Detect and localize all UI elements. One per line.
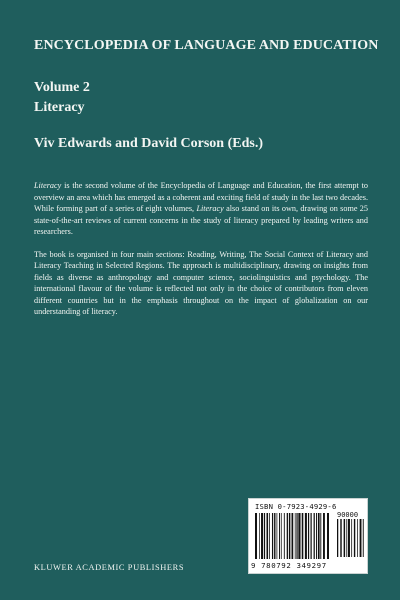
barcode-bar xyxy=(314,513,315,559)
barcode-bar xyxy=(346,519,347,557)
series-title: ENCYCLOPEDIA OF LANGUAGE AND EDUCATION xyxy=(34,38,379,53)
barcode-bar xyxy=(302,513,304,559)
barcode-bar xyxy=(259,513,260,559)
barcode-bar xyxy=(269,513,270,559)
barcode-bar xyxy=(284,513,285,559)
publisher-name: KLUWER ACADEMIC PUBLISHERS xyxy=(34,563,185,572)
barcode-bar xyxy=(318,513,320,559)
barcode-bar xyxy=(267,513,269,559)
barcode-bar xyxy=(272,513,273,559)
barcode-bar xyxy=(298,513,300,559)
barcode-bar xyxy=(255,513,257,559)
price-code: 90000 xyxy=(337,511,359,519)
barcode-bar xyxy=(295,513,296,559)
barcode-bar xyxy=(277,513,278,559)
barcode-bar xyxy=(308,513,309,559)
blurb-paragraph-2: The book is organised in four main sections: Reading, Writing, The Social Context of Literacy and Literacy Teaching in Selected Regions. The approach is multidisciplinary, drawing on insights from fields as diverse as anthropology and computer science, sociolinguistics and psychology. The international flavour of the volume is reflected not only in the choice of contributors from eleven different countries but in the emphasis throughout on the impact of globalization on our understanding of literacy. xyxy=(34,249,368,316)
barcode-bar xyxy=(354,519,355,557)
volume-number: Volume 2 xyxy=(34,80,90,95)
editors: Viv Edwards and David Corson (Eds.) xyxy=(34,136,263,151)
barcode-bar xyxy=(323,513,325,559)
barcode-bar xyxy=(337,519,338,557)
barcode-bar xyxy=(351,519,352,557)
italic-title: Literacy xyxy=(196,204,224,213)
barcode-bar xyxy=(292,513,294,559)
blurb xyxy=(34,180,368,329)
barcode-bar xyxy=(305,513,307,559)
barcode-bar xyxy=(327,513,329,559)
barcode-bar xyxy=(296,513,297,559)
barcode-bar xyxy=(348,519,350,557)
barcode-bar xyxy=(311,513,312,559)
barcode-bar xyxy=(360,519,362,557)
addon-barcode-bars xyxy=(337,519,365,557)
barcode-bar xyxy=(281,513,282,559)
barcode-bar xyxy=(344,519,345,557)
barcode-bar xyxy=(279,513,280,559)
blurb-text: also stand on its own, drawing on some 25 state-of-the-art reviews of current concerns in the study of literacy prepared by leading writers and researchers. xyxy=(34,204,368,236)
barcode-bar xyxy=(287,513,288,559)
barcode-bar xyxy=(363,519,364,557)
italic-title: Literacy xyxy=(34,181,62,190)
barcode xyxy=(248,498,368,574)
blurb-text: is the second volume of the Encyclopedia of Language and Education, the first attempt to overview an area which has emerged as a coherent and exciting field of study in the last two decades. While forming part of a series of eight volumes, xyxy=(34,181,368,213)
barcode-bar xyxy=(320,513,321,559)
blurb-paragraph-1 xyxy=(34,180,368,238)
ean-number: 9 780792 349297 xyxy=(251,561,327,570)
barcode-bar xyxy=(261,513,263,559)
isbn-number: ISBN 0-7923-4929-6 xyxy=(255,502,337,511)
barcode-bar xyxy=(264,513,265,559)
volume-title: Literacy xyxy=(34,100,85,115)
barcode-bar xyxy=(357,519,358,557)
barcode-bar xyxy=(316,513,317,559)
barcode-bar xyxy=(289,513,290,559)
barcode-bar xyxy=(274,513,275,559)
barcode-bar xyxy=(340,519,341,557)
ean-barcode-bars xyxy=(255,513,331,559)
